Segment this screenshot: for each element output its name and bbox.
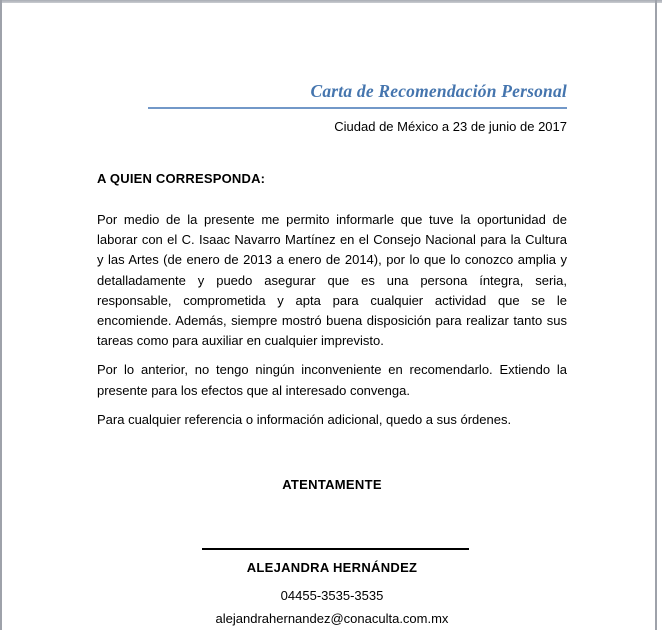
signatory-phone: 04455-3535-3535: [280, 588, 384, 603]
page-top-edge: [0, 0, 662, 3]
date-line: Ciudad de México a 23 de junio de 2017: [334, 119, 567, 134]
page-right-edge: [655, 0, 657, 630]
letter-title: Carta de Recomendación Personal: [310, 81, 567, 101]
signature-line: [202, 548, 469, 550]
body-paragraph-2: Por lo anterior, no tengo ningún inconveniente en recomendarlo. Extiendo la presente para los efectos que al interesado convenga.: [97, 362, 567, 398]
signatory-email: alejandrahernandez@conaculta.com.mx: [215, 611, 449, 626]
body-paragraph-3: Para cualquier referencia o información adicional, quedo a sus órdenes.: [97, 411, 512, 427]
page-left-edge: [0, 0, 2, 630]
closing-word: ATENTAMENTE: [282, 477, 382, 492]
salutation: A QUIEN CORRESPONDA:: [97, 171, 266, 186]
signatory-name: ALEJANDRA HERNÁNDEZ: [246, 560, 418, 575]
title-underline-rule: [148, 107, 567, 109]
letter-body: [97, 210, 567, 439]
body-paragraph-1: Por medio de la presente me permito informarle que tuve la oportunidad de laborar con el C. Isaac Navarro Martínez en el Consejo Nacional para la Cultura y las Artes (de enero de 2013 a enero de 2014), por lo que lo conozco amplia y detalladamente y puedo asegurar que es una persona íntegra, seria, responsable, comprometida y apta para cualquier actividad que se le encomiende. Además, siempre mostró buena disposición para realizar tanto sus tareas como para auxiliar en cualquier imprevisto.: [97, 212, 567, 349]
